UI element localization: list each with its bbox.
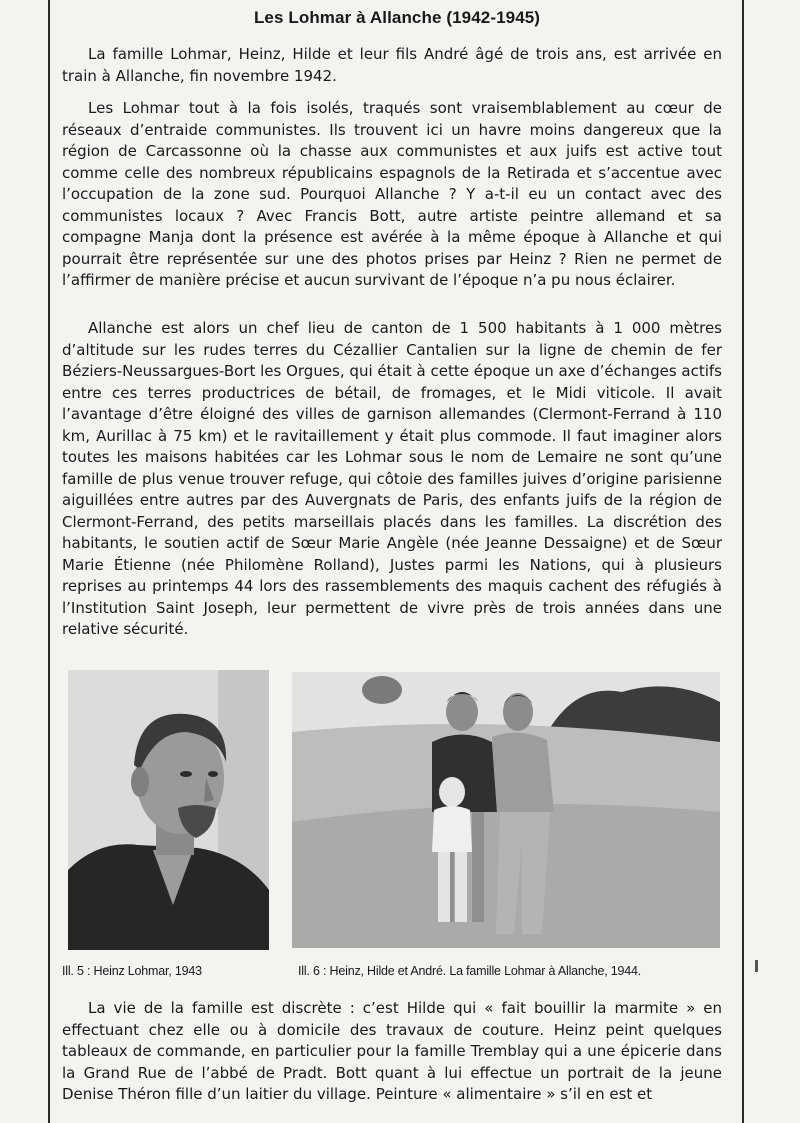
- portrait-photo-heinz: [68, 670, 269, 950]
- page-title: Les Lohmar à Allanche (1942-1945): [253, 8, 541, 27]
- right-margin-rule: [742, 0, 744, 1123]
- portrait-illustration: [68, 670, 269, 950]
- family-illustration: [292, 672, 720, 948]
- paragraph-family-life: [62, 998, 722, 1106]
- paragraph-allanche: [62, 318, 722, 641]
- paragraph-text: La famille Lohmar, Heinz, Hilde et leur fils André âgé de trois ans, est arrivée en train à Allanche, fin novembre 1942.: [62, 45, 722, 85]
- scan-mark: [755, 960, 758, 972]
- left-margin-rule: [48, 0, 50, 1123]
- caption-ill5: Ill. 5 : Heinz Lohmar, 1943: [62, 964, 202, 978]
- family-photo: [292, 672, 720, 948]
- paragraph-text: La vie de la famille est discrète : c’est Hilde qui « fait bouillir la marmite » en effectuant chez elle ou à domicile des travaux de couture. Heinz peint quelques tableaux de commande, en particulier pour la famille Tremblay qui a une épicerie dans la Grand Rue de l’abbé de Pradt. Bott quant à lui effectue un portrait de la jeune Denise Théron fille d’un laitier du village. Peinture « alimentaire » s’il en est et: [62, 999, 722, 1103]
- caption-ill6: Ill. 6 : Heinz, Hilde et André. La famille Lohmar à Allanche, 1944.: [298, 964, 642, 978]
- paragraph-text: Allanche est alors un chef lieu de canton de 1 500 habitants à 1 000 mètres d’altitude sur les rudes terres du Cézallier Cantalien sur la ligne de chemin de fer Béziers-Neussargues-Bort les Orgues, qui était à cette époque un axe d’échanges actifs entre ces terres productrices de bétail, de fromages, et le Midi viticole. Il avait l’avantage d’être éloigné des villes de garnison allemandes (Clermont-Ferrand à 110 km, Aurillac à 75 km) et le ravitaillement y était plus commode. Il faut imaginer alors toutes les maisons habitées car les Lohmar sous le nom de Lemaire ne sont qu’une famille de plus venue trouver refuge, qui côtoie des familles juives d’origine parisienne aiguillées entre autres par des Auvergnats de Paris, des enfants juifs de la région de Clermont-Ferrand, des petits marseillais placés dans les familles. La discrétion des habitants, le soutien actif de Sœur Marie Angèle (née Jeanne Dessaigne) et de Sœur Marie Étienne (née Philomène Rolland), Justes parmi les Nations, qui à plusieurs reprises au printemps 44 lors des rassemblements des maquis cachent des réfugiés à l’Institution Saint Joseph, leur permettent de vivre près de trois années dans une relative sécurité.: [62, 319, 722, 638]
- paragraph-text: Les Lohmar tout à la fois isolés, traqués sont vraisemblablement au cœur de réseaux d’entraide communistes. Ils trouvent ici un havre moins dangereux que la région de Carcassonne où la chasse aux communistes et aux juifs est active tout comme celle des nombreux républicains espagnols de la Retirada et s’accentue avec l’occupation de la zone sud. Pourquoi Allanche ? Y a-t-il eu un contact avec des communistes locaux ? Avec Francis Bott, autre artiste peintre allemand et sa compagne Manja dont la présence est avérée à la même époque à Allanche et qui pourrait être représentée sur une des photos prises par Heinz ? Rien ne permet de l’affirmer de manière précise et aucun survivant de l’époque n’a pu nous éclairer.: [62, 99, 722, 289]
- paragraph-arrival: [62, 44, 722, 87]
- paragraph-networks: [62, 98, 722, 292]
